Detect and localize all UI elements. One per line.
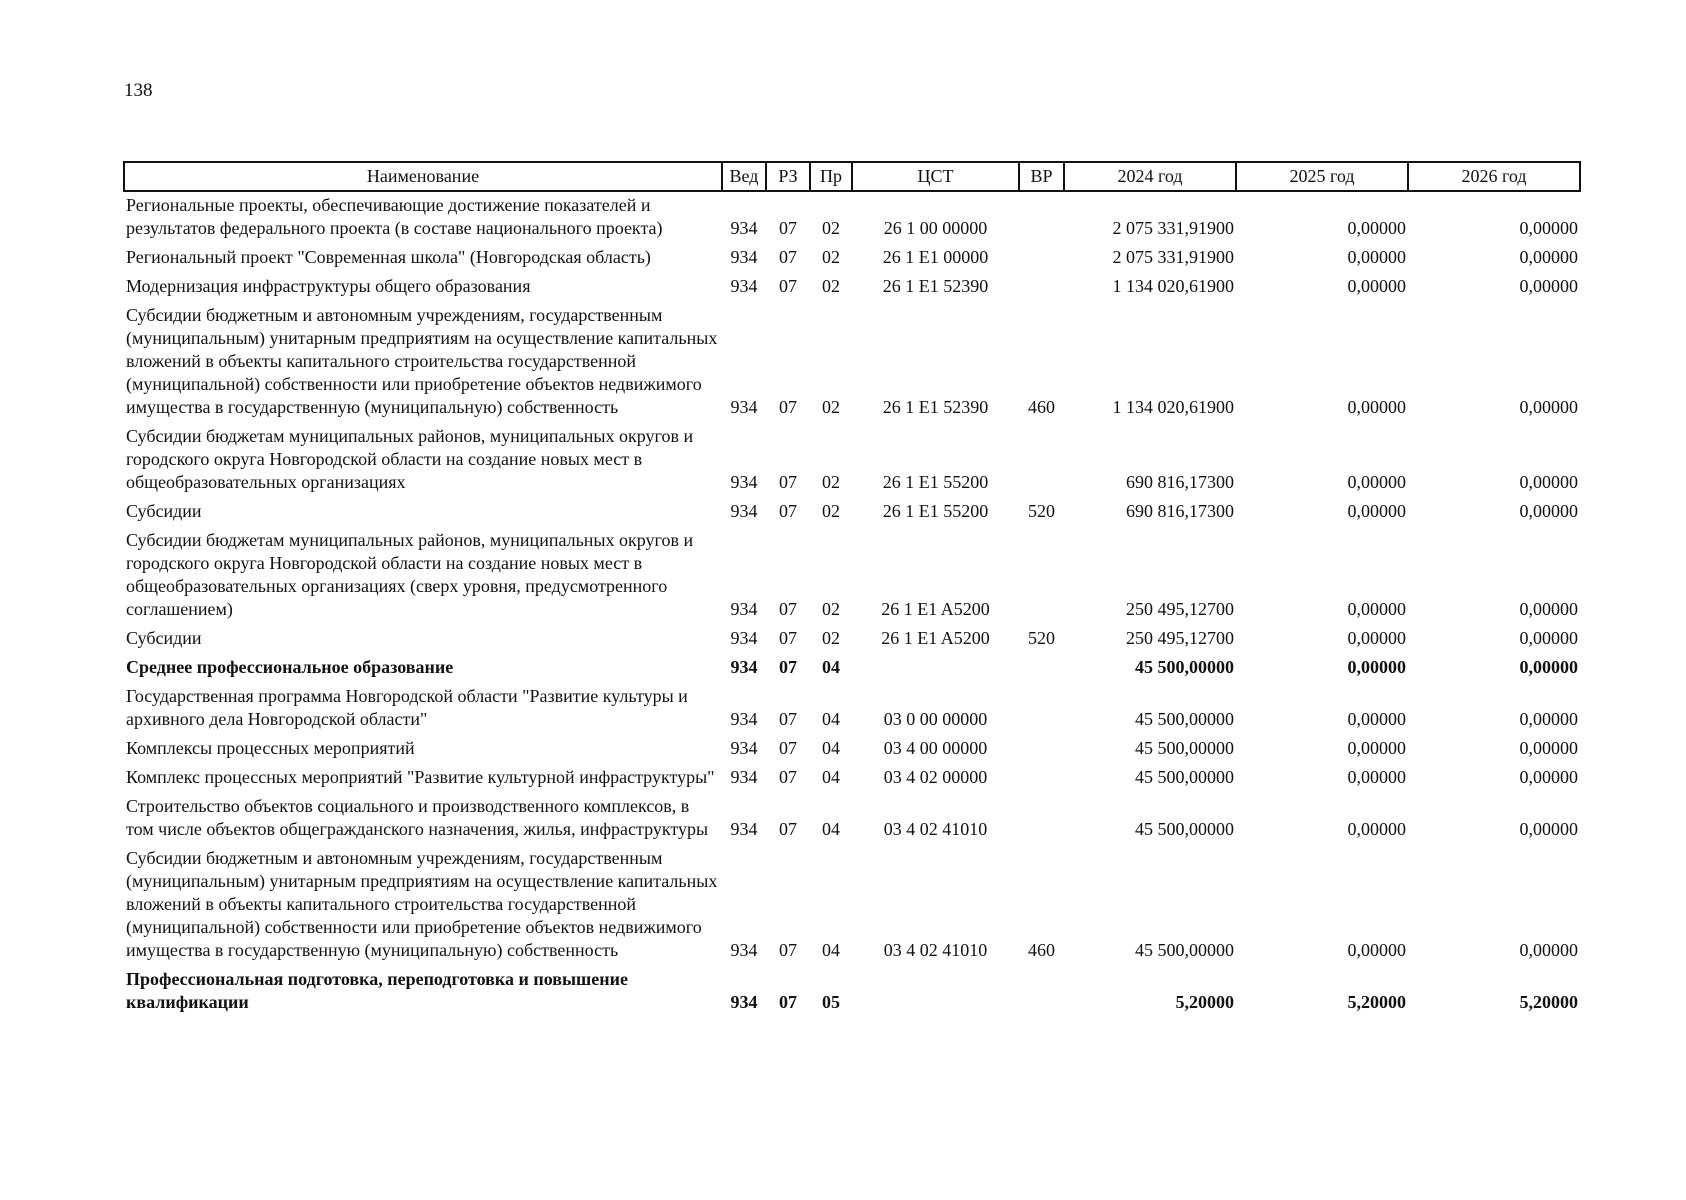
row-pr: 02	[822, 599, 840, 619]
row-pr: 04	[822, 819, 840, 839]
row-name: Субсидии	[126, 501, 202, 521]
row-vr	[1019, 735, 1064, 764]
row-ved: 934	[730, 599, 758, 619]
row-2024: 1 134 020,61900	[1112, 276, 1234, 296]
table-row	[124, 966, 1580, 1018]
row-name: Среднее профессиональное образование	[126, 657, 454, 677]
row-rz: 07	[779, 397, 797, 417]
row-cst: 03 4 02 00000	[883, 767, 988, 787]
row-pr: 04	[822, 738, 840, 758]
row-cst	[852, 654, 1019, 683]
header-name: Наименование	[124, 162, 722, 191]
row-2024: 45 500,00000	[1135, 767, 1234, 787]
table-row	[124, 735, 1580, 764]
row-ved: 934	[730, 472, 758, 492]
row-2026: 5,20000	[1519, 992, 1578, 1012]
row-2025: 0,00000	[1347, 247, 1406, 267]
row-2026: 0,00000	[1519, 819, 1578, 839]
row-ved: 934	[730, 738, 758, 758]
row-name: Субсидии бюджетам муниципальных районов, муниципальных округов и городского округа Новгородской области на создание новых мест в общеобразовательных организациях (сверх уровня, предусмотренного соглашением)	[126, 530, 694, 619]
table-row	[124, 191, 1580, 244]
row-2026: 0,00000	[1519, 276, 1578, 296]
row-name: Профессиональная подготовка, переподготовка и повышение квалификации	[126, 969, 628, 1012]
table-body	[124, 191, 1580, 1018]
row-pr: 02	[822, 247, 840, 267]
row-ved: 934	[730, 247, 758, 267]
table-row	[124, 273, 1580, 302]
row-pr: 02	[822, 218, 840, 238]
row-2024: 45 500,00000	[1135, 940, 1234, 960]
row-ved: 934	[730, 397, 758, 417]
row-ved: 934	[730, 992, 758, 1012]
row-pr: 04	[822, 709, 840, 729]
row-rz: 07	[779, 992, 797, 1012]
row-2024: 2 075 331,91900	[1112, 218, 1234, 238]
row-cst: 26 1 E1 00000	[882, 247, 989, 267]
row-vr	[1019, 191, 1064, 244]
row-ved: 934	[730, 276, 758, 296]
budget-table	[123, 161, 1581, 1018]
row-2026: 0,00000	[1519, 709, 1578, 729]
row-2026: 0,00000	[1519, 501, 1578, 521]
row-2024: 2 075 331,91900	[1112, 247, 1234, 267]
row-2025: 0,00000	[1347, 276, 1406, 296]
table-row	[124, 244, 1580, 273]
row-cst: 26 1 E1 55200	[882, 501, 989, 521]
row-2025: 0,00000	[1347, 940, 1406, 960]
row-2026: 0,00000	[1519, 767, 1578, 787]
row-rz: 07	[779, 218, 797, 238]
row-2024: 45 500,00000	[1135, 709, 1234, 729]
row-2024: 250 495,12700	[1126, 628, 1234, 648]
row-name: Региональный проект "Современная школа" (Новгородская область)	[126, 247, 651, 267]
row-rz: 07	[779, 472, 797, 492]
row-2026: 0,00000	[1519, 940, 1578, 960]
row-2024: 45 500,00000	[1135, 819, 1234, 839]
row-pr: 04	[822, 657, 840, 677]
row-vr	[1019, 654, 1064, 683]
row-2025: 0,00000	[1347, 819, 1406, 839]
row-2025: 0,00000	[1347, 599, 1406, 619]
table-row	[124, 625, 1580, 654]
row-rz: 07	[779, 738, 797, 758]
row-ved: 934	[730, 767, 758, 787]
row-rz: 07	[779, 819, 797, 839]
row-2025: 0,00000	[1347, 472, 1406, 492]
row-cst: 03 4 02 41010	[883, 819, 988, 839]
table-row	[124, 793, 1580, 845]
row-pr: 04	[822, 767, 840, 787]
table-row	[124, 302, 1580, 423]
row-vr: 460	[1028, 397, 1055, 417]
row-cst	[852, 966, 1019, 1018]
row-vr	[1019, 764, 1064, 793]
row-2024: 45 500,00000	[1135, 657, 1234, 677]
row-name: Субсидии бюджетам муниципальных районов, муниципальных округов и городского округа Новгородской области на создание новых мест в общеобразовательных организациях	[126, 426, 694, 492]
row-2025: 0,00000	[1347, 709, 1406, 729]
row-ved: 934	[730, 819, 758, 839]
row-vr	[1019, 793, 1064, 845]
row-ved: 934	[730, 501, 758, 521]
row-cst: 26 1 E1 55200	[882, 472, 989, 492]
row-vr: 520	[1028, 501, 1055, 521]
row-ved: 934	[730, 709, 758, 729]
row-2026: 0,00000	[1519, 218, 1578, 238]
row-2025: 0,00000	[1347, 628, 1406, 648]
row-ved: 934	[730, 218, 758, 238]
table-row	[124, 845, 1580, 966]
table-row	[124, 423, 1580, 498]
row-2024: 250 495,12700	[1126, 599, 1234, 619]
header-rz: РЗ	[766, 162, 810, 191]
row-name: Государственная программа Новгородской области "Развитие культуры и архивного дела Новгородской области"	[126, 686, 688, 729]
row-cst: 26 1 E1 A5200	[881, 599, 990, 619]
row-cst: 03 0 00 00000	[883, 709, 988, 729]
row-rz: 07	[779, 247, 797, 267]
row-pr: 05	[822, 992, 840, 1012]
row-name: Субсидии	[126, 628, 202, 648]
row-name: Комплекс процессных мероприятий "Развитие культурной инфраструктуры"	[126, 767, 715, 787]
row-2026: 0,00000	[1519, 628, 1578, 648]
row-vr	[1019, 527, 1064, 625]
row-2024: 45 500,00000	[1135, 738, 1234, 758]
row-2024: 5,20000	[1175, 992, 1234, 1012]
row-2025: 5,20000	[1347, 992, 1406, 1012]
row-cst: 26 1 E1 52390	[882, 276, 989, 296]
row-2026: 0,00000	[1519, 599, 1578, 619]
row-2025: 0,00000	[1347, 501, 1406, 521]
row-2026: 0,00000	[1519, 397, 1578, 417]
row-pr: 02	[822, 276, 840, 296]
row-vr	[1019, 273, 1064, 302]
row-pr: 02	[822, 397, 840, 417]
row-2025: 0,00000	[1347, 767, 1406, 787]
row-2024: 690 816,17300	[1126, 501, 1234, 521]
row-rz: 07	[779, 276, 797, 296]
table-row	[124, 683, 1580, 735]
table-row	[124, 654, 1580, 683]
row-2025: 0,00000	[1347, 397, 1406, 417]
row-vr	[1019, 423, 1064, 498]
header-vr: ВР	[1019, 162, 1064, 191]
row-name: Субсидии бюджетным и автономным учреждениям, государственным (муниципальным) унитарным предприятиям на осуществление капитальных вложений в объекты капитального строительства государственной (муниципальной) собственности или приобретение объектов недвижимого имущества в государственную (муниципальную) собственность	[126, 848, 718, 960]
row-cst: 03 4 02 41010	[883, 940, 988, 960]
row-2024: 690 816,17300	[1126, 472, 1234, 492]
row-rz: 07	[779, 940, 797, 960]
row-rz: 07	[779, 709, 797, 729]
row-pr: 02	[822, 472, 840, 492]
row-name: Комплексы процессных мероприятий	[126, 738, 415, 758]
row-cst: 26 1 E1 A5200	[881, 628, 990, 648]
row-rz: 07	[779, 501, 797, 521]
row-cst: 26 1 00 00000	[883, 218, 988, 238]
row-rz: 07	[779, 657, 797, 677]
header-ved: Вед	[722, 162, 766, 191]
row-2026: 0,00000	[1519, 247, 1578, 267]
row-2026: 0,00000	[1519, 472, 1578, 492]
row-vr: 460	[1028, 940, 1055, 960]
page-number: 138	[124, 80, 153, 101]
row-name: Модернизация инфраструктуры общего образования	[126, 276, 531, 296]
header-2026: 2026 год	[1408, 162, 1580, 191]
header-2025: 2025 год	[1236, 162, 1408, 191]
row-vr: 520	[1028, 628, 1055, 648]
row-2026: 0,00000	[1519, 738, 1578, 758]
row-ved: 934	[730, 940, 758, 960]
row-vr	[1019, 683, 1064, 735]
row-2026: 0,00000	[1519, 657, 1578, 677]
row-cst: 03 4 00 00000	[883, 738, 988, 758]
row-name: Региональные проекты, обеспечивающие достижение показателей и результатов федерального проекта (в составе национального проекта)	[126, 195, 663, 238]
row-2025: 0,00000	[1347, 738, 1406, 758]
row-pr: 02	[822, 501, 840, 521]
row-name: Субсидии бюджетным и автономным учреждениям, государственным (муниципальным) унитарным предприятиям на осуществление капитальных вложений в объекты капитального строительства государственной (муниципальной) собственности или приобретение объектов недвижимого имущества в государственную (муниципальную) собственность	[126, 305, 718, 417]
row-2025: 0,00000	[1347, 657, 1406, 677]
table-row	[124, 527, 1580, 625]
row-ved: 934	[730, 628, 758, 648]
header-2024: 2024 год	[1064, 162, 1236, 191]
row-cst: 26 1 E1 52390	[882, 397, 989, 417]
row-2025: 0,00000	[1347, 218, 1406, 238]
row-rz: 07	[779, 628, 797, 648]
row-pr: 04	[822, 940, 840, 960]
table-row	[124, 764, 1580, 793]
row-vr	[1019, 244, 1064, 273]
row-2024: 1 134 020,61900	[1112, 397, 1234, 417]
table-row	[124, 498, 1580, 527]
row-name: Строительство объектов социального и производственного комплексов, в том числе объектов общегражданского назначения, жилья, инфраструктуры	[126, 796, 709, 839]
row-rz: 07	[779, 767, 797, 787]
header-row	[124, 162, 1580, 191]
row-ved: 934	[730, 657, 758, 677]
row-vr	[1019, 966, 1064, 1018]
header-pr: Пр	[810, 162, 852, 191]
header-cst: ЦСТ	[852, 162, 1019, 191]
row-rz: 07	[779, 599, 797, 619]
row-pr: 02	[822, 628, 840, 648]
